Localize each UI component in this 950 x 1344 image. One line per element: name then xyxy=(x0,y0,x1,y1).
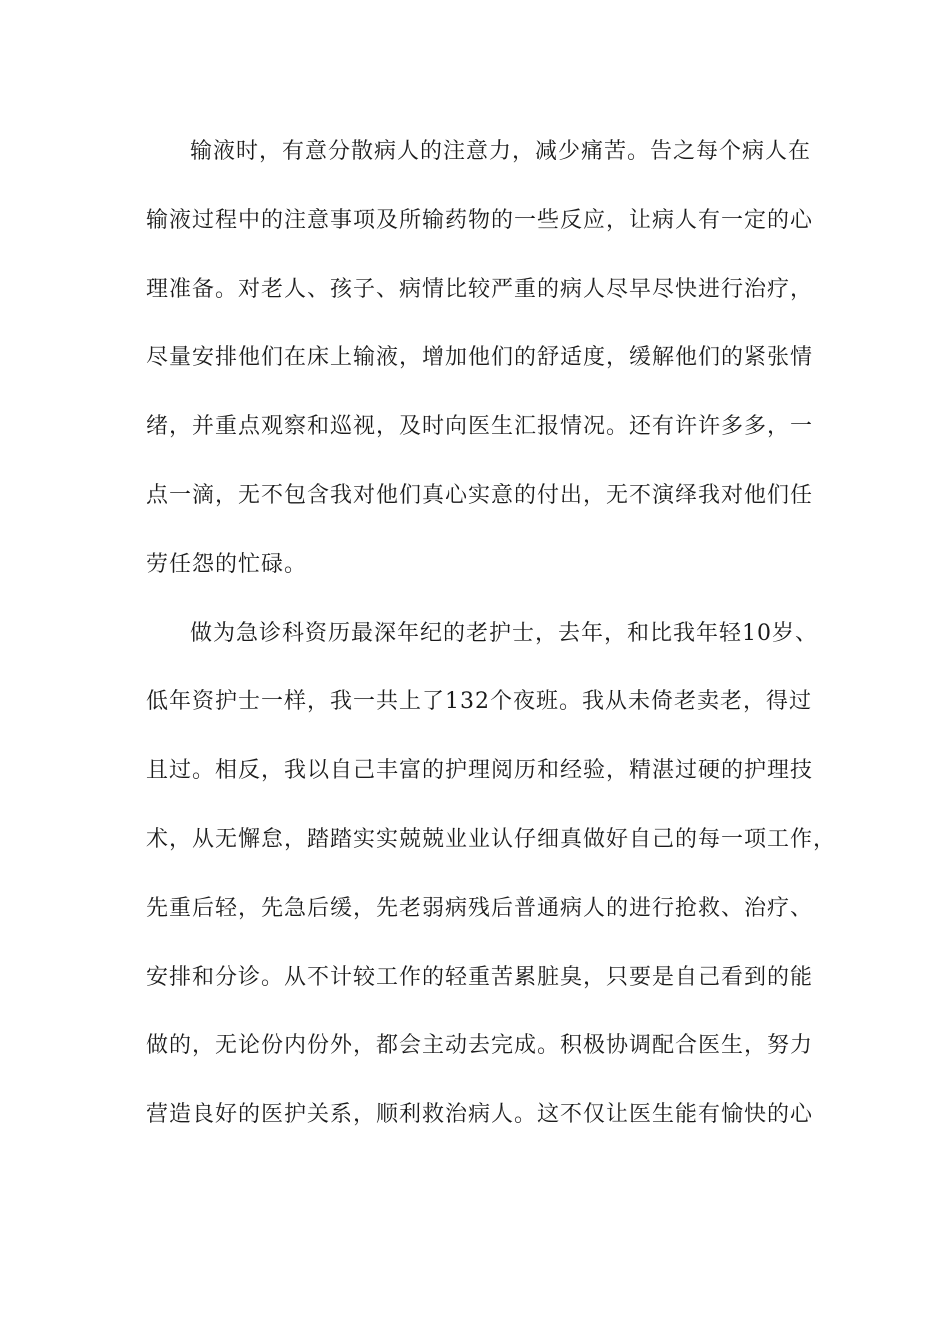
paragraph-line: 劳任怨的忙碌。 xyxy=(146,551,308,577)
paragraph-line: 尽量安排他们在床上输液，增加他们的舒适度，缓解他们的紧张情 xyxy=(146,345,814,371)
paragraph-line: 营造良好的医护关系，顺利救治病人。这不仅让医生能有愉快的心 xyxy=(146,1102,814,1128)
document-body xyxy=(146,130,837,1162)
paragraph-line: 安排和分诊。从不计较工作的轻重苦累脏臭，只要是自己看到的能 xyxy=(146,964,814,990)
paragraph-line: 做的，无论份内份外，都会主动去完成。积极协调配合医生，努力 xyxy=(146,1033,814,1059)
paragraph-line: 术，从无懈怠，踏踏实实兢兢业业认仔细真做好自己的每一项工作， xyxy=(146,826,837,852)
paragraph-2 xyxy=(146,612,837,1162)
paragraph-line: 点一滴，无不包含我对他们真心实意的付出，无不演绎我对他们任 xyxy=(146,482,814,508)
paragraph-line: 输液时，有意分散病人的注意力，减少痛苦。告之每个病人在 xyxy=(190,139,812,164)
paragraph-line: 做为急诊科资历最深年纪的老护士，去年，和比我年轻10岁、 xyxy=(190,620,818,646)
paragraph-line: 理准备。对老人、孩子、病情比较严重的病人尽早尽快进行治疗， xyxy=(146,276,814,302)
paragraph-1 xyxy=(146,130,814,612)
paragraph-line: 输液过程中的注意事项及所输药物的一些反应，让病人有一定的心 xyxy=(146,207,814,233)
paragraph-line: 且过。相反，我以自己丰富的护理阅历和经验，精湛过硬的护理技 xyxy=(146,758,814,784)
paragraph-line: 先重后轻，先急后缓，先老弱病残后普通病人的进行抢救、治疗、 xyxy=(146,895,814,921)
paragraph-line: 低年资护士一样，我一共上了132个夜班。我从未倚老卖老，得过 xyxy=(146,689,812,715)
paragraph-line: 绪，并重点观察和巡视，及时向医生汇报情况。还有许许多多，一 xyxy=(146,414,814,440)
